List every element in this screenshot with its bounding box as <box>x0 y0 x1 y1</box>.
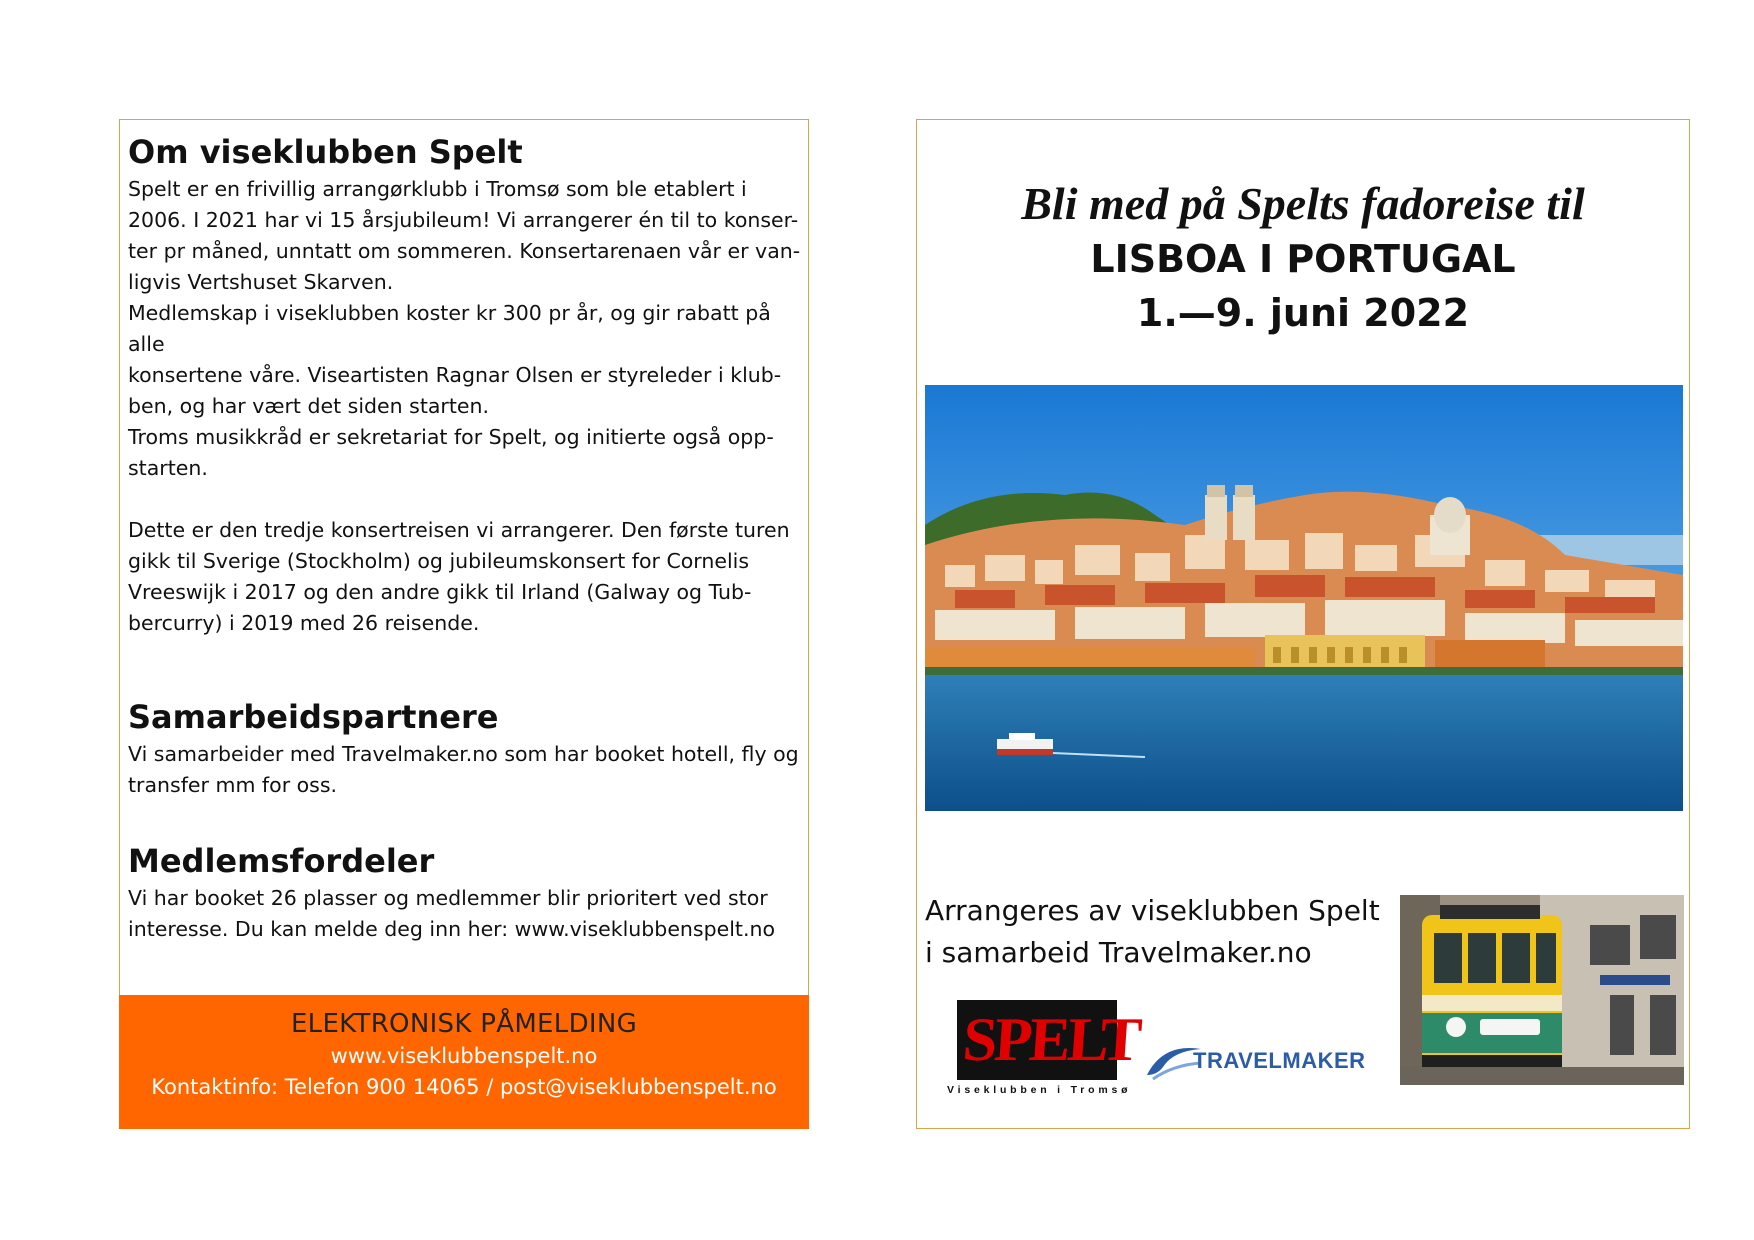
trip-cover-panel <box>916 119 1690 1129</box>
registration-title: ELEKTRONISK PÅMELDING <box>290 1009 638 1039</box>
yellow-tram-photo <box>1400 895 1684 1085</box>
travelmaker-logo-word: TRAVELMAKER <box>1193 1048 1366 1073</box>
about-paragraph-3: Troms musikkråd er sekretariat for Spelt, og initierte også opp- starten. <box>128 425 774 480</box>
spelt-logo-word: SPELT <box>960 1006 1142 1074</box>
lisbon-photo-illustration <box>925 385 1683 811</box>
organizer-line-1: Arrangeres av viseklubben Spelt <box>925 894 1380 927</box>
organizer-line-2: i samarbeid Travelmaker.no <box>925 936 1312 969</box>
title-invitation: Bli med på Spelts fadoreise til <box>1021 178 1585 229</box>
travelmaker-logo <box>1143 1035 1399 1095</box>
tram-photo-illustration <box>1400 895 1684 1085</box>
about-paragraph-1: Spelt er en frivillig arrangørklubb i Tromsø som ble etablert i 2006. I 2021 har vi 15 årsjubileum! Vi arrangerer én til to konser- ter pr måned, unntatt om sommeren. Konsertarenaen vår er van- ligvis Vertshuset Skarven. <box>128 177 801 294</box>
contact-info: Kontaktinfo: Telefon 900 14065 / post@viseklubbenspelt.no <box>151 1075 777 1099</box>
benefits-text: Vi har booket 26 plasser og medlemmer blir prioritert ved stor interesse. Du kan melde deg inn her: www.viseklubbenspelt.no <box>128 886 776 941</box>
organizer-text <box>925 890 1385 974</box>
spelt-logo-subtitle: Viseklubben i Tromsø <box>947 1084 1132 1096</box>
info-panel <box>119 119 809 1129</box>
spelt-logo <box>947 1000 1147 1100</box>
partners-text: Vi samarbeider med Travelmaker.no som har booket hotell, fly og transfer mm for oss. <box>128 742 799 797</box>
about-paragraph-2: Medlemskap i viseklubben koster kr 300 pr år, og gir rabatt på alle konsertene våre. Viseartisten Ragnar Olsen er styreleder i klub- ben, og har vært det siden starten. <box>128 301 782 418</box>
about-heading: Om viseklubben Spelt <box>128 133 523 171</box>
lisbon-cityscape-photo <box>925 385 1683 811</box>
info-content <box>128 130 804 945</box>
registration-footer <box>119 995 809 1129</box>
about-paragraph-4: Dette er den tredje konsertreisen vi arrangerer. Den første turen gikk til Sverige (Stockholm) og jubileumskonsert for Cornelis Vreeswijk i 2017 og den andre gikk til Irland (Galway og Tub- bercurry) i 2019 med 26 reisende. <box>128 518 790 635</box>
benefits-heading: Medlemsfordeler <box>128 842 435 880</box>
partners-heading: Samarbeidspartnere <box>128 698 499 736</box>
registration-url-link[interactable]: www.viseklubbenspelt.no <box>330 1044 598 1068</box>
trip-title <box>917 176 1689 340</box>
title-dates: 1.—9. juni 2022 <box>1136 291 1470 335</box>
title-destination: LISBOA I PORTUGAL <box>1090 237 1516 281</box>
